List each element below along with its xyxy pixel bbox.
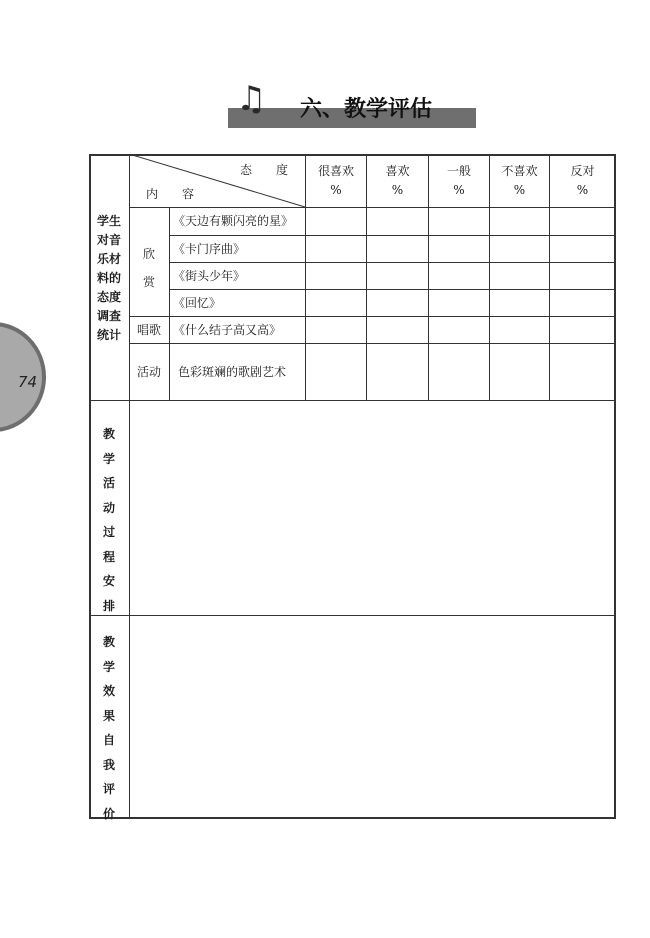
activity-item: 色彩斑斓的歌剧艺术 [178, 365, 287, 379]
table-border-right [614, 154, 616, 819]
page-title: 六、教学评估 [300, 97, 433, 122]
section-label-self-evaluation: 教 学 效 果 自 我 评 价 [102, 635, 115, 821]
row-divider [129, 343, 616, 344]
self-evaluation-content-area[interactable] [131, 617, 613, 816]
song-item: 《回忆》 [173, 296, 222, 310]
header-attitude-label: 态 度 [240, 163, 289, 177]
row-divider [129, 316, 616, 317]
column-header: 喜欢 % [385, 164, 410, 197]
song-item: 《什么结子高又高》 [173, 323, 282, 337]
song-item: 《天边有颗闪亮的星》 [173, 214, 294, 228]
column-header: 不喜欢 % [501, 164, 538, 197]
page-number: 74 [18, 373, 38, 391]
column-divider [169, 207, 170, 400]
section-label-process: 教 学 活 动 过 程 安 排 [102, 427, 115, 613]
song-item: 《卡门序曲》 [173, 242, 246, 256]
category-label-activity: 活动 [136, 365, 161, 379]
song-item: 《街头少年》 [173, 269, 246, 283]
section-divider [89, 615, 616, 616]
process-content-area[interactable] [131, 402, 613, 614]
category-label-singing: 唱歌 [136, 323, 161, 337]
header-content-label: 内 容 [146, 187, 195, 201]
table-border-bottom [89, 817, 616, 819]
music-note-icon: ♫ [236, 79, 263, 119]
column-header: 很喜欢 % [317, 164, 354, 197]
column-header: 反对 % [570, 164, 595, 197]
section-label-survey: 学生 对音 乐材 料的 态度 调查 统计 [96, 214, 121, 342]
category-label-appreciation: 欣 赏 [142, 247, 155, 289]
column-header: 一般 % [446, 164, 471, 197]
section-divider [89, 400, 616, 401]
